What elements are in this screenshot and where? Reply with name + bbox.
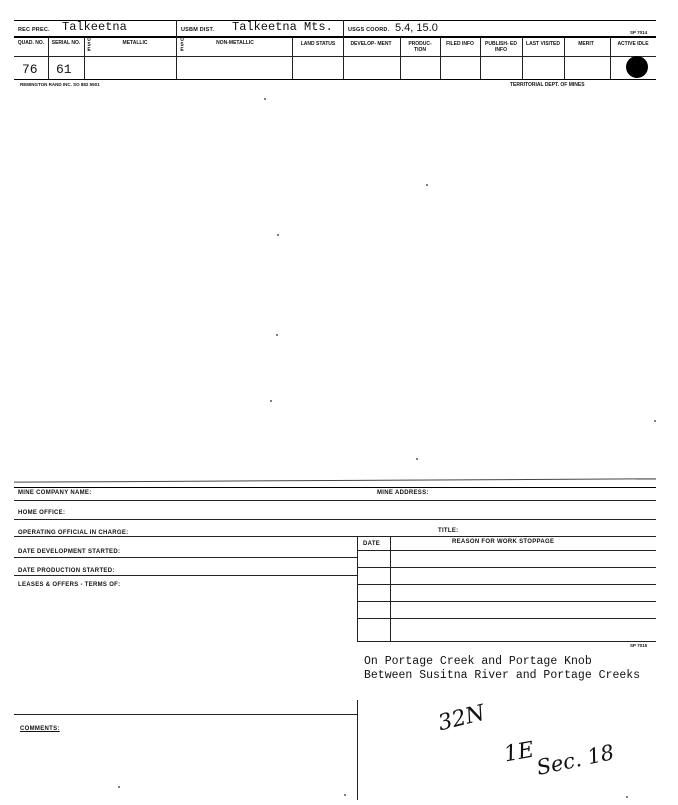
col-divider <box>343 20 344 80</box>
header-bottom-rule <box>14 36 656 38</box>
speck <box>416 458 418 460</box>
title-label: TITLE: <box>438 528 459 534</box>
table-date-divider <box>390 536 391 641</box>
col-quad-no: QUAD. NO. <box>17 40 45 46</box>
field-rule <box>14 557 357 558</box>
col-divider <box>292 38 293 80</box>
table-rule <box>357 567 656 568</box>
dept-imprint: TERRITORIAL DEPT. OF MINES <box>510 82 585 88</box>
rec-prec-label: REC PREC. <box>18 27 50 33</box>
col-divider <box>610 38 611 80</box>
speck <box>118 786 120 788</box>
speck <box>654 420 656 422</box>
field-rule <box>14 500 656 501</box>
col-divider <box>564 38 565 80</box>
rec-prec-value: Talkeetna <box>62 20 127 34</box>
table-left-border <box>357 536 358 641</box>
location-line-2: Between Susitna River and Portage Creeks <box>364 669 641 682</box>
col-use: U S E <box>87 37 91 53</box>
mine-address-label: MINE ADDRESS: <box>377 490 429 496</box>
reason-column-header: REASON FOR WORK STOPPAGE <box>452 539 555 545</box>
handwritten-section: Sec. 18 <box>534 740 617 780</box>
date-prod-started-label: DATE PRODUCTION STARTED: <box>18 568 115 574</box>
col-divider <box>48 38 49 80</box>
speck <box>344 794 346 796</box>
operating-official-label: OPERATING OFFICIAL IN CHARGE: <box>18 530 129 536</box>
col-published-info: PUBLISH- ED INFO <box>485 41 517 53</box>
col-non-metallic: NON-METALLIC <box>216 40 254 46</box>
speck <box>270 400 272 402</box>
date-column-header: DATE <box>363 541 381 547</box>
col-divider <box>522 38 523 80</box>
speck <box>276 334 278 336</box>
form-number-2: SP 7015 <box>630 643 648 648</box>
section-top-rule <box>14 487 656 488</box>
usgs-coord-label: USGS COORD. <box>348 27 390 33</box>
col-divider <box>480 38 481 80</box>
col-metallic: METALLIC <box>122 40 148 46</box>
torn-edge <box>14 478 656 482</box>
printer-imprint: REMINGTON RAND INC. SO 882 5501 <box>20 82 100 87</box>
home-office-label: HOME OFFICE: <box>18 510 66 516</box>
comments-divider <box>357 700 358 800</box>
col-divider <box>84 38 85 80</box>
field-rule <box>14 536 656 537</box>
table-rule <box>357 601 656 602</box>
field-rule <box>14 714 357 715</box>
speck <box>626 796 628 798</box>
leases-offers-label: LEASES & OFFERS - TERMS OF: <box>18 582 121 588</box>
field-rule <box>14 575 357 576</box>
table-rule <box>357 550 656 551</box>
serial-no-value: 61 <box>56 62 72 77</box>
col-filed-info: FILED INFO <box>446 41 474 47</box>
col-divider <box>440 38 441 80</box>
date-dev-started-label: DATE DEVELOPMENT STARTED: <box>18 549 121 555</box>
col-divider <box>176 20 177 80</box>
col-active-idle: ACTIVE IDLE <box>617 41 649 47</box>
col-last-visited: LAST VISITED <box>526 41 560 47</box>
table-rule <box>357 641 656 642</box>
speck <box>426 184 428 186</box>
punch-hole <box>626 56 648 78</box>
mine-company-name-label: MINE COMPANY NAME: <box>18 490 92 496</box>
field-rule <box>14 519 656 520</box>
form-number: SP 7014 <box>630 30 648 35</box>
table-rule <box>357 618 656 619</box>
usbm-dist-label: USBM DIST. <box>181 27 215 33</box>
col-merit: MERIT <box>578 41 594 47</box>
location-line-1: On Portage Creek and Portage Knob <box>364 655 592 668</box>
usbm-dist-value: Talkeetna Mts. <box>232 20 333 34</box>
col-development: DEVELOP- MENT <box>350 41 392 47</box>
speck <box>277 234 279 236</box>
col-land-status: LAND STATUS <box>300 41 336 47</box>
table-rule <box>357 584 656 585</box>
handwritten-township: 32N <box>435 700 488 737</box>
quad-no-value: 76 <box>22 62 38 77</box>
col-serial-no: SERIAL NO. <box>51 40 81 46</box>
handwritten-range: 1E <box>502 737 537 768</box>
col-divider <box>400 38 401 80</box>
header-row-rule <box>14 56 656 57</box>
col-production: PRODUC- TION <box>408 41 432 53</box>
col-use-2: U S E <box>180 37 184 53</box>
usgs-coord-value: 5.4, 15.0 <box>395 22 438 34</box>
speck <box>264 98 266 100</box>
comments-label: COMMENTS: <box>20 726 60 732</box>
data-row-rule <box>14 79 656 80</box>
